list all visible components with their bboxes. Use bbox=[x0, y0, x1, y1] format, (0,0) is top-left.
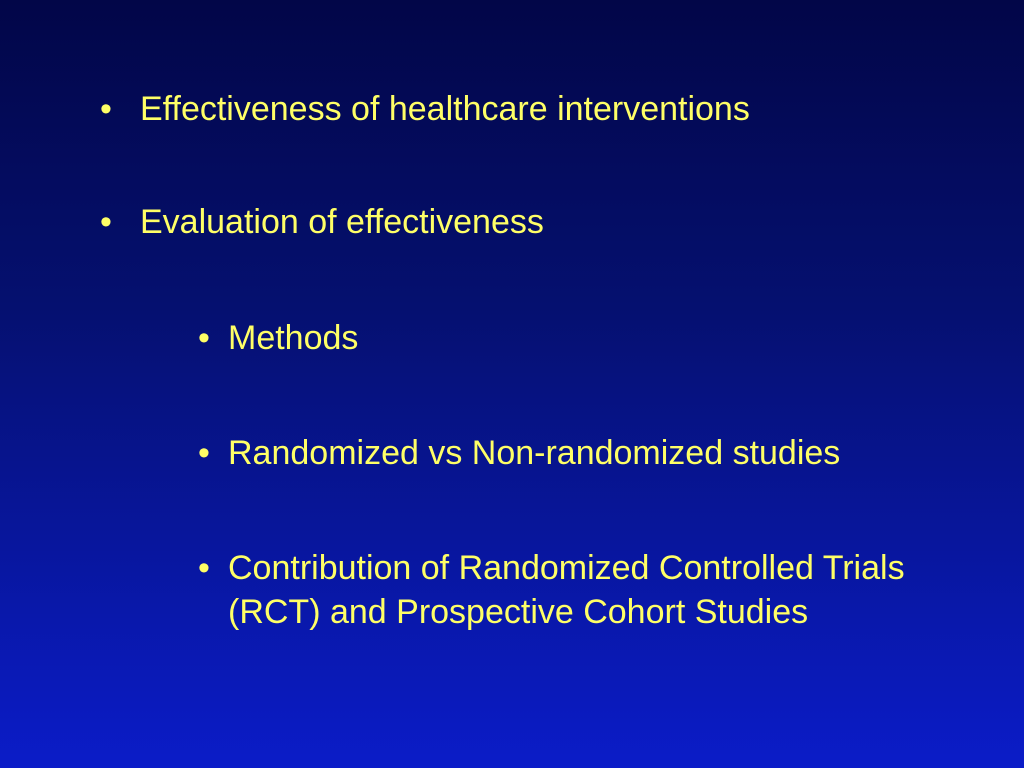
sub-bullet-item-methods bbox=[198, 316, 358, 360]
bullet-marker: • bbox=[100, 203, 112, 241]
sub-bullet-text: Methods bbox=[228, 319, 359, 357]
sub-bullet-marker: • bbox=[198, 549, 210, 587]
bullet-item-effectiveness bbox=[100, 87, 750, 131]
sub-bullet-marker: • bbox=[198, 319, 210, 357]
sub-bullet-marker: • bbox=[198, 434, 210, 472]
sub-bullet-item-contribution bbox=[198, 546, 958, 634]
sub-bullet-item-randomized bbox=[198, 431, 840, 475]
sub-bullet-text: Randomized vs Non-randomized studies bbox=[228, 434, 841, 472]
sub-bullet-text: Contribution of Randomized Controlled Trials (RCT) and Prospective Cohort Studies bbox=[228, 549, 905, 631]
bullet-text: Evaluation of effectiveness bbox=[140, 203, 544, 241]
bullet-item-evaluation bbox=[100, 200, 544, 244]
bullet-text: Effectiveness of healthcare interventions bbox=[140, 90, 750, 128]
bullet-marker: • bbox=[100, 90, 112, 128]
